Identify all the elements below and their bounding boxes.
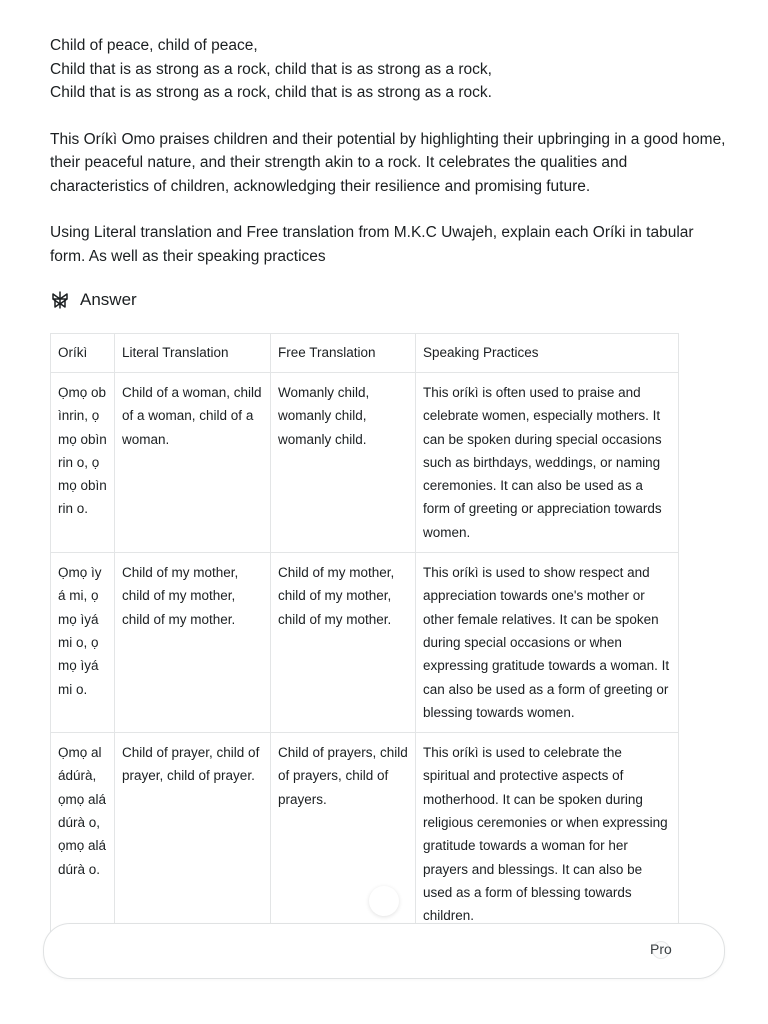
thread-content xyxy=(50,34,730,313)
table-row xyxy=(51,733,679,936)
description-paragraph: This Oríkì Omo praises children and their potential by highlighting their upbringing in a good home, their peaceful nature, and their strength akin to a rock. It celebrates the qualities and characteristics of children, acknowledging their resilience and promising future. xyxy=(50,130,726,195)
column-header-oriki: Oríkì xyxy=(51,334,115,373)
column-header-free: Free Translation xyxy=(271,334,416,373)
cell-literal: Child of prayer, child of prayer, child of prayer. xyxy=(115,733,271,936)
cell-practice: This oríkì is often used to praise and celebrate women, especially mothers. It can be spoken during special occasions such as birthdays, weddings, or naming ceremonies. It can also be used as a form of greeting or appreciation towards women. xyxy=(416,373,679,553)
table-row xyxy=(51,373,679,553)
poem-line: Child of peace, child of peace, xyxy=(50,37,258,54)
pro-label[interactable]: Pro xyxy=(650,941,672,957)
cell-free: Child of my mother, child of my mother, child of my mother. xyxy=(271,553,416,733)
column-header-practices: Speaking Practices xyxy=(416,334,679,373)
cell-oriki: Ọmọ obìnrin, ọmọ obìnrin o, ọmọ obìnrin o. xyxy=(51,373,115,553)
cell-practice: This oríkì is used to show respect and appreciation towards one's mother or other female relatives. It can be spoken during special occasions or when expressing gratitude towards a woman. It can also be used as a form of greeting or blessing towards women. xyxy=(416,553,679,733)
scroll-to-bottom-button[interactable] xyxy=(369,886,399,916)
answer-label: Answer xyxy=(80,290,137,309)
column-header-literal: Literal Translation xyxy=(115,334,271,373)
answer-header xyxy=(50,287,730,313)
oriki-table xyxy=(50,333,679,937)
table-row xyxy=(51,553,679,733)
poem-line: Child that is as strong as a rock, child that is as strong as a rock, xyxy=(50,60,492,78)
cell-free: Womanly child, womanly child, womanly child. xyxy=(271,373,416,553)
question-paragraph: Using Literal translation and Free translation from M.K.C Uwajeh, explain each Oríki in tabular form. As well as their speaking practices xyxy=(50,224,694,265)
poem-block xyxy=(50,34,730,105)
ask-input-bar[interactable] xyxy=(43,923,725,979)
perplexity-logo-icon xyxy=(50,290,70,310)
cell-literal: Child of my mother, child of my mother, child of my mother. xyxy=(115,553,271,733)
cell-free: Child of prayers, child of prayers, child of prayers. xyxy=(271,733,416,936)
cell-oriki: Ọmọ aládúrà, ọmọ aládúrà o, ọmọ aládúrà o. xyxy=(51,733,115,936)
poem-line: Child that is as strong as a rock, child that is as strong as a rock. xyxy=(50,84,492,101)
cell-practice: This oríkì is used to celebrate the spiritual and protective aspects of motherhood. It can be spoken during religious ceremonies or when expressing gratitude towards a woman for her prayers and blessings. It can also be used as a form of blessing towards children. xyxy=(416,733,679,936)
cell-literal: Child of a woman, child of a woman, child of a woman. xyxy=(115,373,271,553)
table-header-row xyxy=(51,334,679,373)
cell-oriki: Ọmọ ìyá mi, ọmọ ìyá mi o, ọmọ ìyá mi o. xyxy=(51,553,115,733)
